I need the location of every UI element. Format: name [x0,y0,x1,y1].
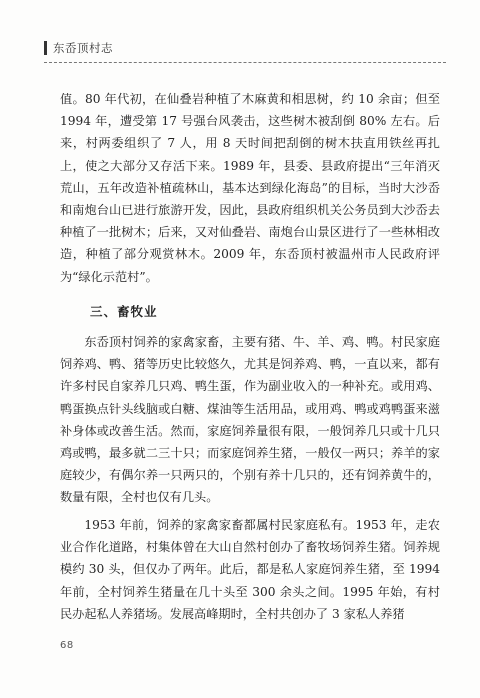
paragraph-livestock-overview: 东岙顶村饲养的家禽家畜，主要有猪、牛、羊、鸡、鸭。村民家庭饲养鸡、鸭、猪等历史比较悠久，尤其是饲养鸡、鸭，一直以来，都有许多村民自家养几只鸡、鸭生蛋，作为副业收入的一种补充。或用鸡、鸭蛋换点针头线脑或白糖、煤油等生活用品，或用鸡、鸭或鸡鸭蛋来滋补身体或改善生活。然而，家庭饲养量很有限，一般饲养几只或十几只鸡或鸭，最多就二三十只；而家庭饲养生猪，一般仅一两只；养羊的家庭较少，有偶尔养一只两只的，个别有养十几只的，还有饲养黄牛的，数量有限，全村也仅有几头。 [60,335,440,505]
paragraph-forestry-continued: 值。80 年代初，在仙叠岩种植了木麻黄和相思树，约 10 余亩；但至 1994 年，遭受第 17 号强台风袭击，这些树木被刮倒 80% 左右。后来，村两委组织了 7 人，用 8 天时间把刮倒的树木扶直用铁丝再扎上，使之大部分又存活下来。1989 年，县委、县政府提出“三年消灭荒山，五年改造补植疏林山，基本达到绿化海岛”的目标，当时大沙岙和南炮台山已进行旅游开发，因此，县政府组织机关公务员到大沙岙去种植了一批树木；后来，又对仙叠岩、南炮台山景区进行了一些林相改造，种植了部分观赏林木。2009 年，东岙顶村被温州市人民政府评为“绿化示范村”。 [60,92,440,284]
paragraph-livestock-history: 1953 年前，饲养的家禽家畜都属村民家庭私有。1953 年，走农业合作化道路，村集体曾在大山自然村创办了畜牧场饲养生猪。饲养规模约 30 头，但仅办了两年。此后，都是私人家庭饲养生猪，至 1994 年前，全村饲养生猪量在几十头至 300 余头之间。1995 年始，有村民办起私人养猪场。发展高峰期时，全村共创办了 3 家私人养猪 [60,518,440,621]
page-number: 68 [60,640,74,651]
section-heading-animal-husbandry: 三、畜牧业 [90,304,158,319]
header-dashed-rule [44,62,446,63]
running-header-title: 东岙顶村志 [53,41,113,55]
running-header [44,38,113,58]
header-marker-bar [44,41,47,55]
